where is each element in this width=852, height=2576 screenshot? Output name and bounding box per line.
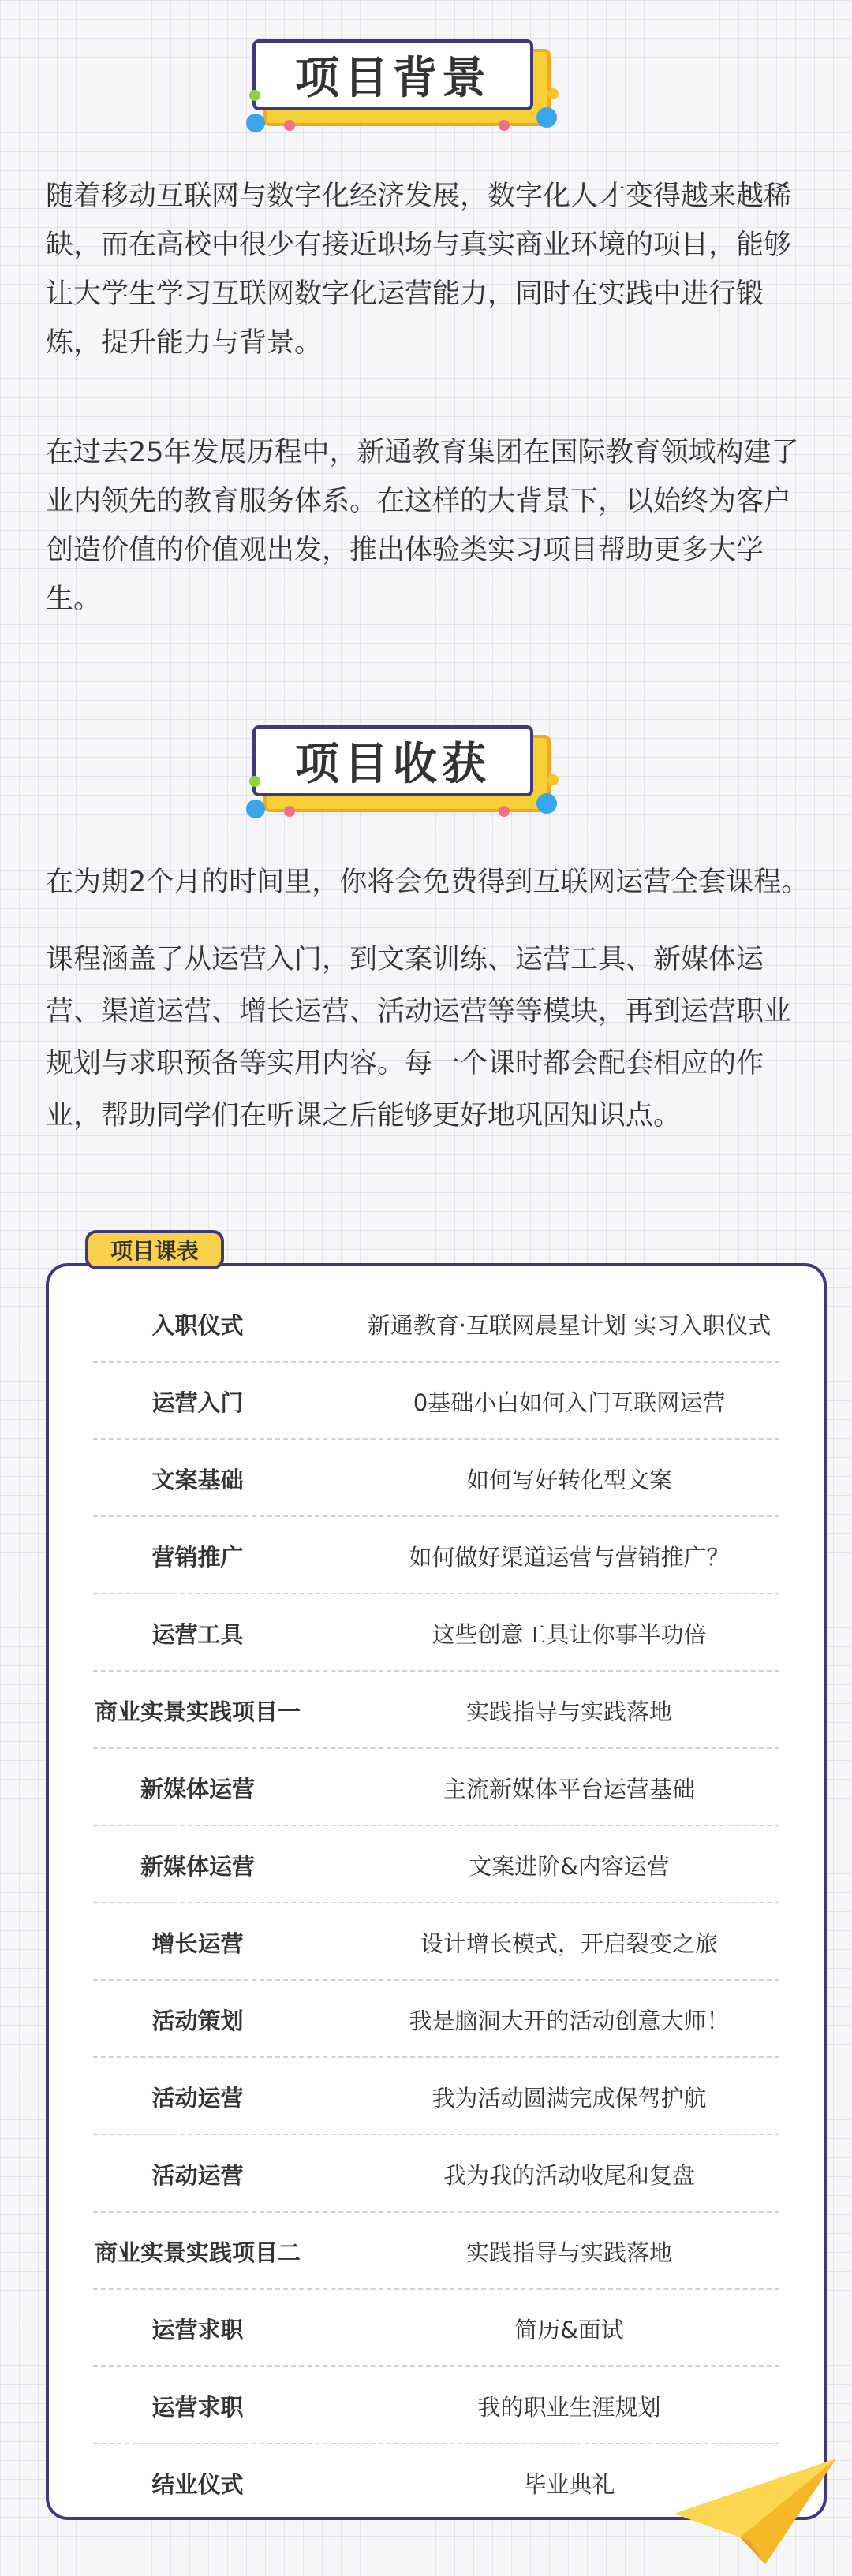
table-row xyxy=(49,2058,824,2135)
topic-cell: 实践指导与实践落地 xyxy=(465,2239,672,2266)
topic-cell: 如何写好转化型文案 xyxy=(465,1466,672,1493)
table-row xyxy=(49,1903,824,1981)
paper-plane-icon xyxy=(671,2452,844,2570)
topic-cell: 实践指导与实践落地 xyxy=(465,1698,672,1725)
background-paragraph-2: 在过去25年发展历程中，新通教育集团在国际教育领域构建了业内领先的教育服务体系。在这样的大背景下，以始终为客户创造价值的价值观出发，推出体验类实习项目帮助更多大学生。 xyxy=(46,437,799,615)
topic-cell: 新通教育·互联网晨星计划 实习入职仪式 xyxy=(367,1311,772,1339)
section-banner-background xyxy=(246,33,562,128)
module-cell: 新媒体运营 xyxy=(140,1775,255,1802)
module-cell: 商业实景实践项目一 xyxy=(94,1698,301,1725)
table-row xyxy=(49,1749,824,1826)
module-cell: 入职仪式 xyxy=(151,1311,244,1339)
topic-cell: 0基础小白如何入门互联网运营 xyxy=(413,1389,726,1416)
table-row xyxy=(49,1594,824,1672)
module-cell: 运营求职 xyxy=(151,2316,244,2343)
topic-cell: 这些创意工具让你事半功倍 xyxy=(432,1620,707,1648)
table-row xyxy=(49,1981,824,2058)
table-row xyxy=(49,1440,824,1517)
green-dot-icon xyxy=(249,776,260,787)
module-cell: 新媒体运营 xyxy=(140,1852,255,1880)
topic-cell: 如何做好渠道运营与营销推广？ xyxy=(409,1543,730,1571)
topic-cell: 我为活动圆满完成保驾护航 xyxy=(432,2084,707,2112)
table-row xyxy=(49,1826,824,1903)
table-row xyxy=(49,1285,824,1363)
background-paragraph-1: 随着移动互联网与数字化经济发展，数字化人才变得越来越稀缺，而在高校中很少有接近职场与真实商业环境的项目，能够让大学生学习互联网数字化运营能力，同时在实践中进行锻炼，提升能力与背景。 xyxy=(46,181,792,359)
yellow-dot-icon xyxy=(547,774,559,785)
module-cell: 增长运营 xyxy=(151,1929,244,1957)
module-cell: 运营求职 xyxy=(151,2393,244,2421)
table-row xyxy=(49,2367,824,2444)
module-cell: 结业仪式 xyxy=(151,2470,244,2498)
module-cell: 文案基础 xyxy=(151,1466,244,1493)
table-row xyxy=(49,2135,824,2213)
section-title-gains: 项目收获 xyxy=(295,739,491,790)
schedule-tag: 项目课表 xyxy=(85,1230,224,1269)
module-cell: 运营工具 xyxy=(151,1620,244,1648)
section-title-background: 项目背景 xyxy=(295,53,491,104)
module-cell: 营销推广 xyxy=(151,1543,244,1571)
section-banner-gains xyxy=(246,719,562,814)
green-dot-icon xyxy=(249,90,260,101)
banner-face xyxy=(252,725,533,796)
topic-cell: 文案进阶&内容运营 xyxy=(469,1852,670,1880)
module-cell: 活动运营 xyxy=(151,2084,244,2112)
table-row xyxy=(49,1672,824,1749)
gains-paragraph-2: 课程涵盖了从运营入门，到文案训练、运营工具、新媒体运营、渠道运营、增长运营、活动运营等等模块，再到运营职业规划与求职预备等实用内容。每一个课时都会配套相应的作业，帮助同学们在听课之后能够更好地巩固知识点。 xyxy=(46,944,792,1131)
yellow-dot-icon xyxy=(547,88,559,99)
blue-dot-icon xyxy=(246,114,265,132)
module-cell: 商业实景实践项目二 xyxy=(94,2239,301,2266)
module-cell: 活动运营 xyxy=(151,2161,244,2189)
table-row xyxy=(49,1363,824,1440)
banner-face xyxy=(252,39,533,110)
topic-cell: 我是脑洞大开的活动创意大师！ xyxy=(409,2007,730,2034)
table-row xyxy=(49,1517,824,1594)
pink-dot-icon xyxy=(499,806,510,817)
pink-dot-icon xyxy=(499,120,510,131)
topic-cell: 毕业典礼 xyxy=(523,2470,615,2498)
blue-dot-icon xyxy=(536,107,557,128)
pink-dot-icon xyxy=(284,806,295,817)
blue-dot-icon xyxy=(246,800,265,818)
blue-dot-icon xyxy=(536,793,557,814)
table-row xyxy=(49,2213,824,2290)
topic-cell: 设计增长模式，开启裂变之旅 xyxy=(420,1929,718,1957)
topic-cell: 主流新媒体平台运营基础 xyxy=(443,1775,695,1802)
topic-cell: 我为我的活动收尾和复盘 xyxy=(443,2161,695,2189)
gains-paragraph-1: 在为期2个月的时间里，你将会免费得到互联网运营全套课程。 xyxy=(46,867,809,898)
module-cell: 活动策划 xyxy=(151,2007,244,2034)
schedule-panel xyxy=(46,1263,827,2520)
topic-cell: 简历&面试 xyxy=(514,2316,624,2343)
topic-cell: 我的职业生涯规划 xyxy=(477,2393,661,2421)
table-row xyxy=(49,2290,824,2367)
pink-dot-icon xyxy=(284,120,295,131)
module-cell: 运营入门 xyxy=(151,1389,244,1416)
